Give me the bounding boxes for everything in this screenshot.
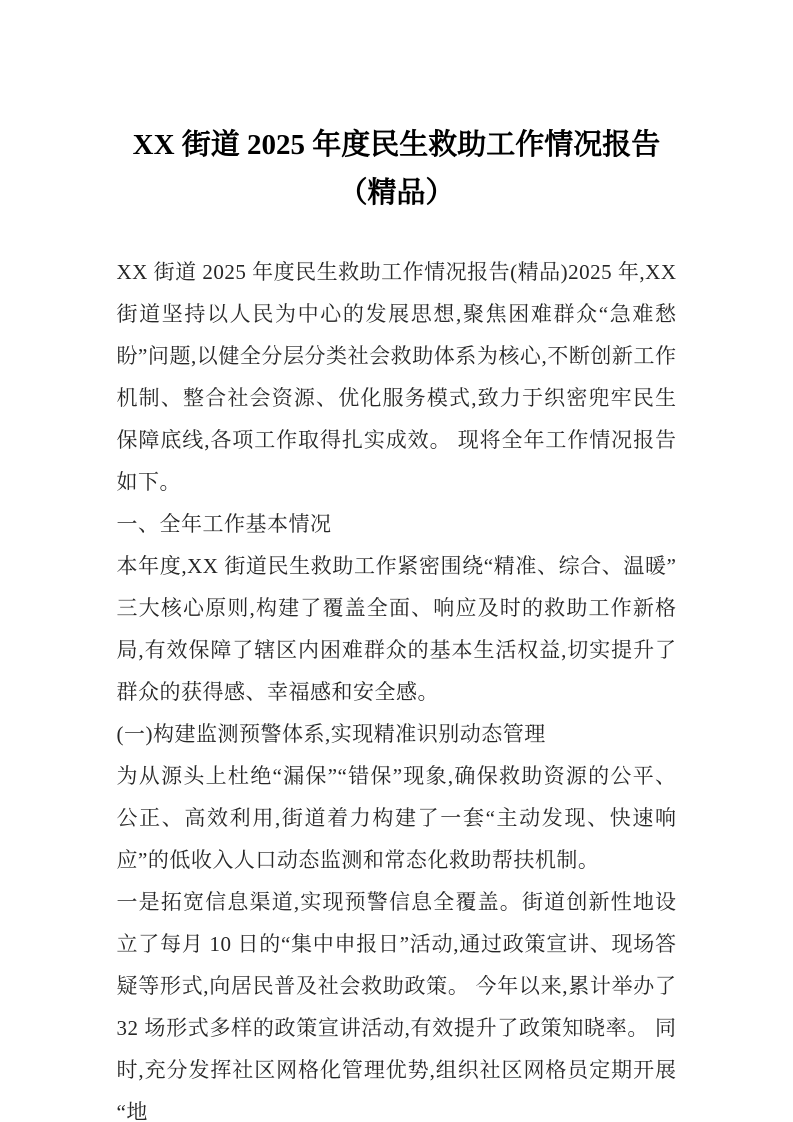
document-body <box>117 251 677 1122</box>
document-title-line-1: XX 街道 2025 年度民生救助工作情况报告 <box>132 129 661 161</box>
document-title-line-2: （精品） <box>338 177 455 209</box>
paragraph: (一)构建监测预警体系,实现精准识别动态管理 <box>116 722 546 746</box>
paragraph: 一、全年工作基本情况 <box>116 512 332 536</box>
paragraph: 一是拓宽信息渠道,实现预警信息全覆盖。街道创新性地设立了每月 10 日的“集中申报日”活动,通过政策宣讲、现场答疑等形式,向居民普及社会救助政策。 今年以来,累计举办了 32 场形式多样的政策宣讲活动,有效提升了政策知晓率。 同时,充分发挥社区网格化管理优势,组织社区网格员定期开展“地 <box>116 890 677 1122</box>
document-title <box>97 121 697 217</box>
paragraph: 本年度,XX 街道民生救助工作紧密围绕“精准、综合、温暖”三大核心原则,构建了覆盖全面、响应及时的救助工作新格局,有效保障了辖区内困难群众的基本生活权益,切实提升了群众的获得感、幸福感和安全感。 <box>116 554 677 704</box>
paragraph: XX 街道 2025 年度民生救助工作情况报告(精品)2025 年,XX 街道坚持以人民为中心的发展思想,聚焦困难群众“急难愁盼”问题,以健全分层分类社会救助体系为核心,不断创新工作机制、整合社会资源、优化服务模式,致力于织密兜牢民生保障底线,各项工作取得扎实成效。 现将全年工作情况报告如下。 <box>116 260 677 494</box>
paragraph: 为从源头上杜绝“漏保”“错保”现象,确保救助资源的公平、公正、高效利用,街道着力构建了一套“主动发现、快速响应”的低收入人口动态监测和常态化救助帮扶机制。 <box>116 764 677 872</box>
